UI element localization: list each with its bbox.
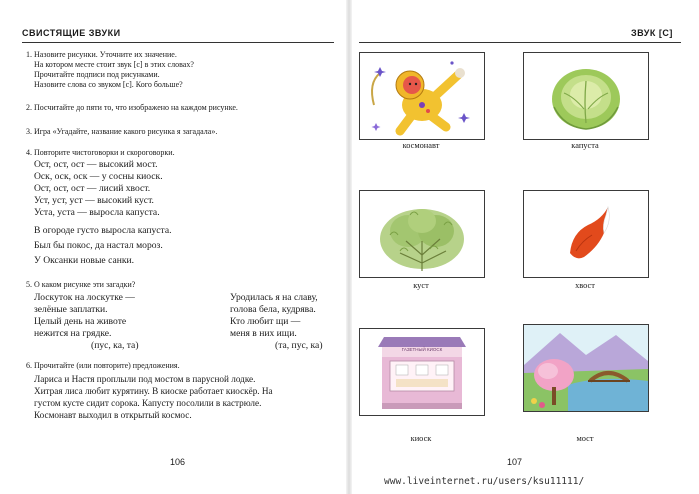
header-rule [359,42,681,43]
phrase-line: Оск, оск, оск — у сосны киоск. [34,171,163,182]
sentence-line: густом кусте сидит сорока. Капусту посолили в кастрюле. [34,398,262,408]
picture-bridge [523,324,649,412]
picture-fox-tail [523,190,649,278]
picture-caption: капуста [571,141,599,150]
task-1-line: Прочитайте подписи под рисунками. [34,70,160,79]
cabbage-icon [524,53,648,139]
header-rule [22,42,334,43]
riddle-2-line: голова бела, кудрява. [230,304,316,315]
picture-kiosk [359,328,485,416]
task-2: 2. Посчитайте до пяти то, что изображено на каждом рисунке. [26,103,238,112]
tongue-twister: Был бы покос, да настал мороз. [34,240,163,251]
picture-caption: хвост [575,281,595,290]
picture-caption: куст [413,281,429,290]
task-1-line: 1. Назовите рисунки. Уточните их значение. [26,50,177,59]
task-1-line: Назовите слова со звуком [с]. Кого больше? [34,80,183,89]
riddle-1-answer: (пус, ка, та) [91,340,139,351]
sentence-line: Хитрая лиса любит курятину. В киоске работает киоскёр. На [34,386,273,396]
phrase-line: Ост, ост, ост — лисий хвост. [34,183,151,194]
page-header: ЗВУК [С] [631,28,673,38]
bush-icon [360,191,484,277]
tongue-twister: У Оксанки новые санки. [34,255,135,266]
task-3: 3. Игра «Угадайте, название какого рисунка я загадала». [26,127,218,136]
page-number: 107 [507,457,523,467]
phrase-line: Уст, уст, уст — высокий куст. [34,195,154,206]
picture-cabbage [523,52,649,140]
riddle-2-line: меня в них ищи. [230,328,297,339]
task-6-title: 6. Прочитайте (или повторите) предложения. [26,361,180,370]
kiosk-icon [360,329,484,415]
task-4-title: 4. Повторите чистоговорки и скороговорки. [26,148,175,157]
picture-cosmonaut [359,52,485,140]
picture-bush [359,190,485,278]
riddle-2-line: Уродилась я на славу, [230,292,318,303]
riddle-1-line: Лоскуток на лоскутке — [34,292,135,303]
riddle-1-line: зелёные заплатки. [34,304,108,315]
right-page [349,0,699,494]
riddle-2-answer: (та, пус, ка) [275,340,323,351]
page-header: СВИСТЯЩИЕ ЗВУКИ [22,28,121,38]
page-number: 106 [170,457,186,467]
left-page [0,0,349,494]
task-1-line: На котором месте стоит звук [с] в этих словах? [34,60,194,69]
phrase-line: Ост, ост, ост — высокий мост. [34,159,158,170]
watermark-url: www.liveinternet.ru/users/ksu11111/ [384,476,585,487]
sentence-line: Космонавт выходил в открытый космос. [34,410,192,420]
tongue-twister: В огороде густо выросла капуста. [34,225,172,236]
riddle-2-line: Кто любит щи — [230,316,301,327]
riddle-1-line: нежится на грядке. [34,328,112,339]
fox-tail-icon [524,191,648,277]
picture-caption: космонавт [402,141,440,150]
picture-caption: киоск [410,434,432,443]
cosmonaut-icon [360,53,484,139]
bridge-icon [524,325,648,411]
kiosk-sign: ГАЗЕТНЫЙ КИОСК [401,347,443,352]
riddle-1-line: Целый день на животе [34,316,127,327]
task-5-title: 5. О каком рисунке эти загадки? [26,280,136,289]
sentence-line: Лариса и Настя проплыли под мостом в парусной лодке. [34,374,256,384]
phrase-line: Уста, уста — выросла капуста. [34,207,160,218]
picture-caption: мост [576,434,594,443]
